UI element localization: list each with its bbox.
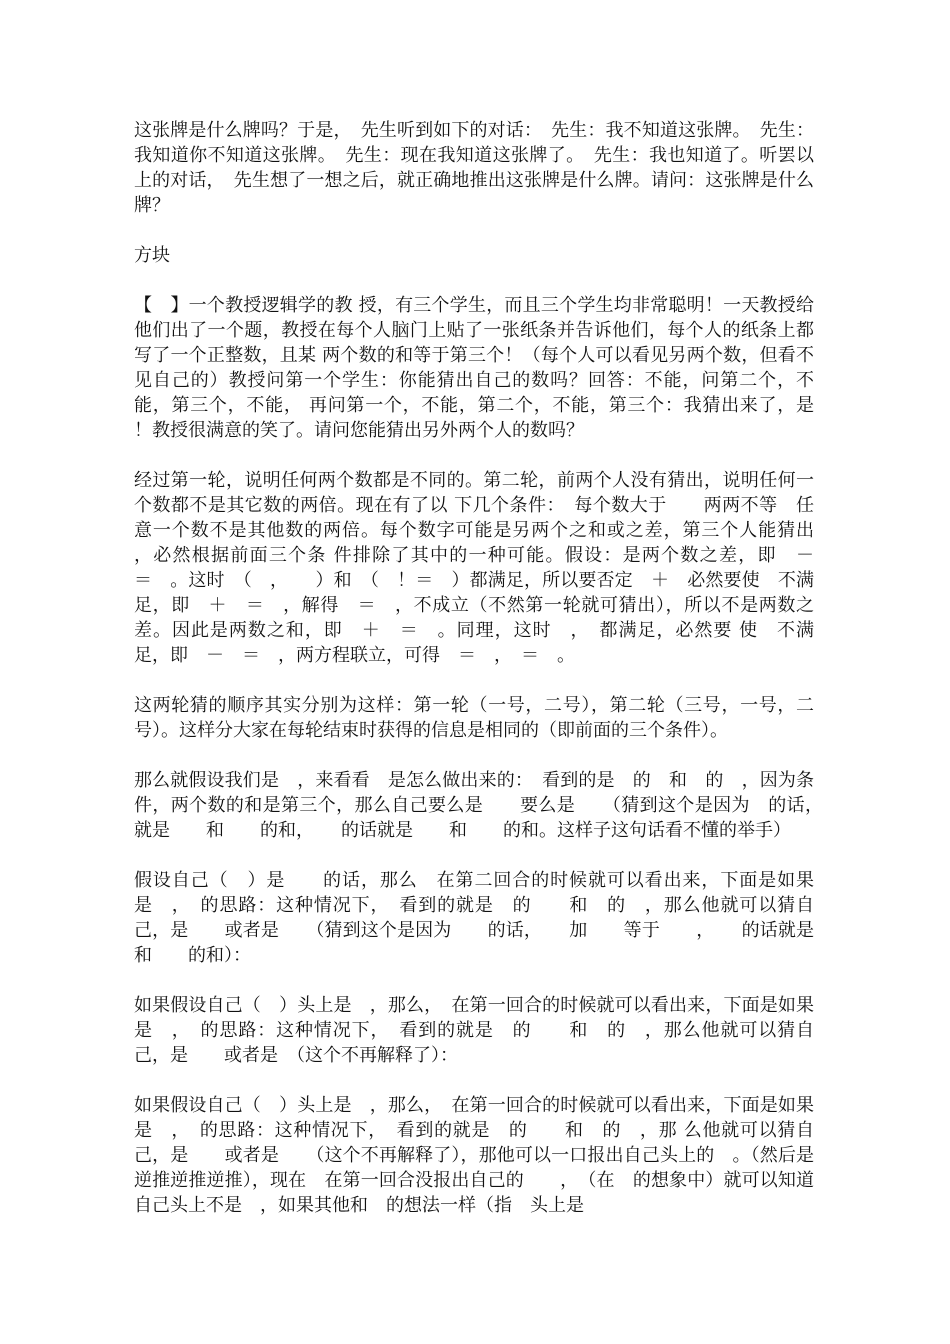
paragraph-card-answer: 方块 [134, 245, 170, 266]
paragraph-round-order: 这两轮猜的顺序其实分别为这样：第一轮（一号，二号），第二轮（三号，一号，二号）。这样分大家在每轮结束时获得的信息是相同的（即前面的三个条件）。 [134, 695, 814, 741]
paragraph-first-round-reasoning-a: 如果假设自己（ ）头上是 ，那么， 在第一回合的时候就可以看出来，下面是如果 是 ， 的思路：这种情况下， 看到的就是 的 和 的 ，那么他就可以猜自己，是 或者是 （这个不再解释了）： [134, 995, 832, 1066]
paragraph-first-round-analysis: 经过第一轮，说明任何两个数都是不同的。第二轮，前两个人没有猜出，说明任何一个数都不是其它数的两倍。现在有了以 下几个条件： 每个数大于 两两不等 任意一个数不是其他数的两倍。每个数字可能是另两个之和或之差，第三个人能猜出 ，必然根据前面三个条 件排除了其中的一种可能。假设：是两个数之差，即 － ＝ 。这时 （ ， ）和 （ ！＝ ）都满足，所以要否定 ＋ 必然要使 不满 足，即 ＋ ＝ ，解得 ＝ ，不成立（不然第一轮就可猜出），所以不是两数之差。因此是两数之和，即 ＋ ＝ 。同理，这时 ， 都满足，必然要 使 不满足，即 － ＝ ，两方程联立，可得 ＝ ， ＝ 。 [134, 470, 850, 666]
paragraph-first-round-reasoning-b: 如果假设自己（ ）头上是 ，那么， 在第一回合的时候就可以看出来，下面是如果 是 ， 的思路：这种情况下， 看到的就是 的 和 的 ，那 么他就可以猜自己，是 或者是 （这个不再解释了），那他可以一口报出自己头上的 。（然后是逆推逆推逆推），现在 在第一回合没报出自己的 ， （在 的想象中）就可以知道自己头上不是 ，如果其他和 的想法一样（指 头上是 [134, 1095, 832, 1216]
document-body [134, 118, 850, 1243]
paragraph-card-question: 这张牌是什么牌吗？于是， 先生听到如下的对话： 先生：我不知道这张牌。 先生：我知道你不知道这张牌。 先生：现在我知道这张牌了。 先生：我也知道了。听罢以上的对话， 先生想了一想之后，就正确地推出这张牌是什么牌。请问：这张牌是什么牌？ [134, 120, 814, 216]
paragraph-assumption-intro: 那么就假设我们是 ，来看看 是怎么做出来的： 看到的是 的 和 的 ，因为条件，两个数的和是第三个，那么自己要么是 要么是 （猜到这个是因为 的话， 就是 和 的和， 的话就是 和 的和。这样子这句话看不懂的举手） [134, 770, 850, 841]
paragraph-professor-puzzle: 【 】一个教授逻辑学的教 授，有三个学生，而且三个学生均非常聪明！一天教授给他们出了一个题，教授在每个人脑门上贴了一张纸条并告诉他们，每个人的纸条上都写了一个正整数，且某 两个数的和等于第三个！（每个人可以看见另两个数，但看不见自己的）教授问第一个学生：你能猜出自己的数吗？回答：不能，问第二个，不能，第三个，不能， 再问第一个，不能，第二个，不能，第三个：我猜出来了，是 ！教授很满意的笑了。请问您能猜出另外两个人的数吗？ [134, 295, 850, 441]
paragraph-second-round-reasoning: 假设自己（ ）是 的话，那么 在第二回合的时候就可以看出来，下面是如果 是 ， 的思路：这种情况下， 看到的就是 的 和 的 ，那么他就可以猜自己，是 或者是 （猜到这个是因为 的话， 加 等于 ， 的话就是 和 的和）： [134, 870, 850, 966]
